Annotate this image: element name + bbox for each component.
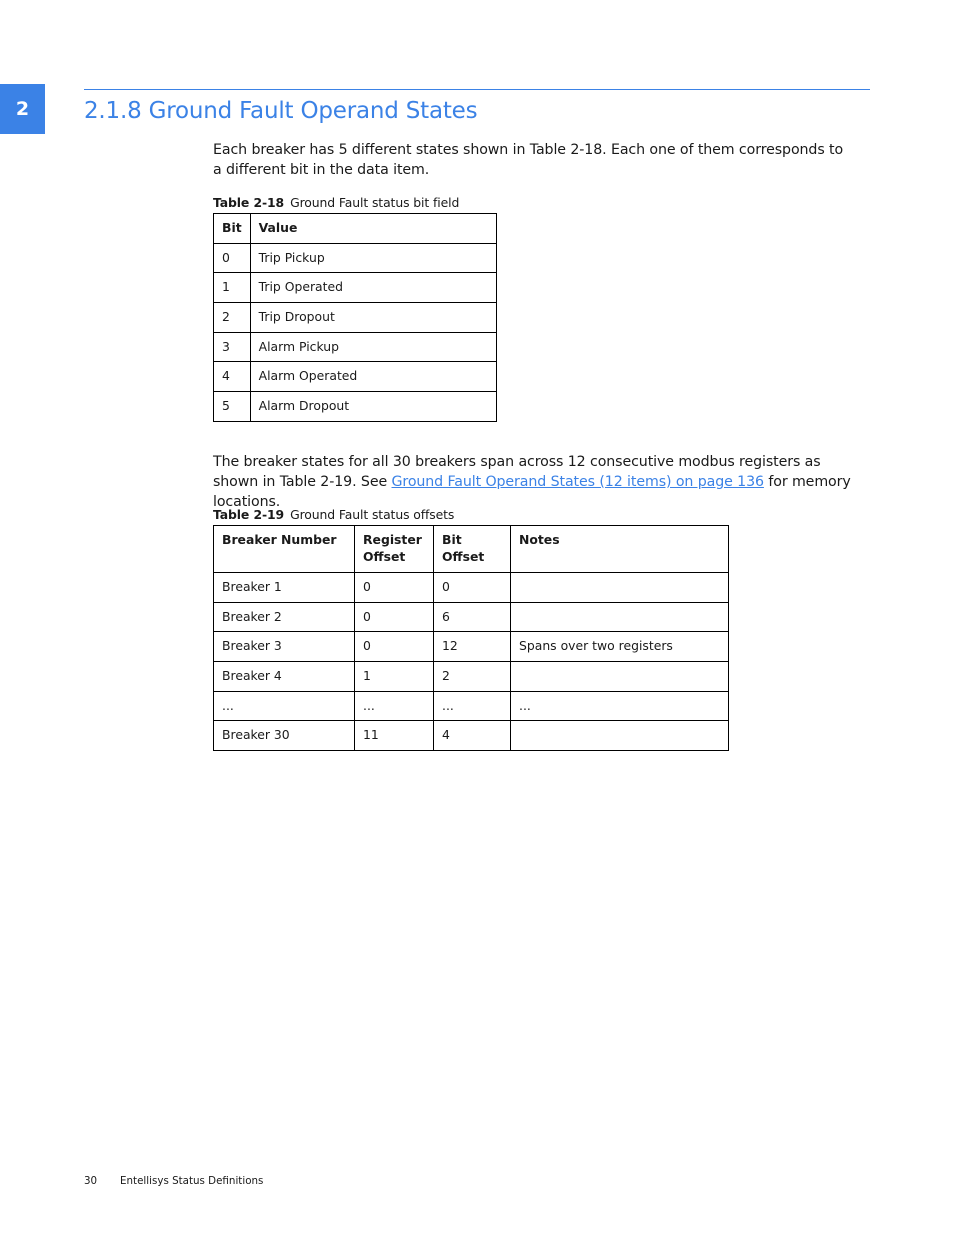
table1-cell: Trip Pickup <box>250 243 496 273</box>
table2-cell: 0 <box>355 632 434 662</box>
table-row <box>214 721 729 751</box>
table2-cell: Breaker 4 <box>214 662 355 692</box>
table-row <box>214 632 729 662</box>
table2-cell: 2 <box>434 662 511 692</box>
table2-cell: ... <box>355 691 434 721</box>
footer-title: Entellisys Status Definitions <box>120 1175 264 1187</box>
table-row <box>214 573 729 603</box>
table-row <box>214 332 497 362</box>
table1-caption <box>213 195 459 211</box>
table2-cell: 11 <box>355 721 434 751</box>
table2-cell: ... <box>434 691 511 721</box>
table1-cell: Alarm Dropout <box>250 392 496 422</box>
table-row <box>214 273 497 303</box>
table1-cell: 4 <box>214 362 251 392</box>
table1-cell: Alarm Pickup <box>250 332 496 362</box>
table2-caption <box>213 507 454 523</box>
table2-cell: ... <box>214 691 355 721</box>
table1-caption-text: Ground Fault status bit field <box>290 195 460 210</box>
bit-field-table <box>213 213 497 422</box>
table2-cell <box>511 602 729 632</box>
breaker-paragraph-tail: for memory locations. <box>213 474 851 510</box>
table2-cell: Spans over two registers <box>511 632 729 662</box>
table1-cell: Trip Operated <box>250 273 496 303</box>
page-number: 30 <box>84 1175 98 1187</box>
table1-cell: 5 <box>214 392 251 422</box>
table2-header-breaker: Breaker Number <box>214 526 355 573</box>
table1-cell: Alarm Operated <box>250 362 496 392</box>
table2-cell <box>511 721 729 751</box>
table-row <box>214 243 497 273</box>
table2-cell: ... <box>511 691 729 721</box>
table2-header-notes: Notes <box>511 526 729 573</box>
table2-cell: 12 <box>434 632 511 662</box>
table1-cell: Trip Dropout <box>250 303 496 333</box>
table1-header-bit: Bit <box>214 214 251 244</box>
table2-cell: 0 <box>355 602 434 632</box>
table1-caption-label: Table 2-18 <box>213 195 285 210</box>
table-row <box>214 662 729 692</box>
table2-caption-label: Table 2-19 <box>213 507 285 522</box>
offsets-table <box>213 525 729 751</box>
table2-cell: 4 <box>434 721 511 751</box>
breaker-paragraph-text: The breaker states for all 30 breakers span across 12 consecutive modbus registers as shown in Table 2-19. See <box>213 454 821 490</box>
table1-cell: 1 <box>214 273 251 303</box>
table2-cell: 0 <box>434 573 511 603</box>
table-row <box>214 303 497 333</box>
section-title: 2.1.8 Ground Fault Operand States <box>84 98 478 124</box>
table-row <box>214 602 729 632</box>
table2-cell <box>511 662 729 692</box>
table2-cell: Breaker 30 <box>214 721 355 751</box>
table1-cell: 3 <box>214 332 251 362</box>
breaker-paragraph <box>213 452 853 512</box>
table2-cell: Breaker 3 <box>214 632 355 662</box>
section-rule <box>84 89 870 90</box>
intro-paragraph: Each breaker has 5 different states shown in Table 2-18. Each one of them corresponds to a different bit in the data item. <box>213 142 844 178</box>
table-row <box>214 691 729 721</box>
table1-header-value: Value <box>250 214 496 244</box>
table-row <box>214 392 497 422</box>
table1-cell: 2 <box>214 303 251 333</box>
table2-cell: 0 <box>355 573 434 603</box>
table2-header-register-offset: Register Offset <box>355 526 434 573</box>
table2-cell: Breaker 2 <box>214 602 355 632</box>
table2-cell: 6 <box>434 602 511 632</box>
table2-cell <box>511 573 729 603</box>
table2-cell: 1 <box>355 662 434 692</box>
chapter-tab: 2 <box>0 84 45 134</box>
cross-reference-link[interactable]: Ground Fault Operand States (12 items) on page 136 <box>391 474 764 490</box>
table2-caption-text: Ground Fault status offsets <box>290 507 455 522</box>
table-row <box>214 362 497 392</box>
table1-cell: 0 <box>214 243 251 273</box>
table2-header-bit-offset: Bit Offset <box>434 526 511 573</box>
table2-cell: Breaker 1 <box>214 573 355 603</box>
